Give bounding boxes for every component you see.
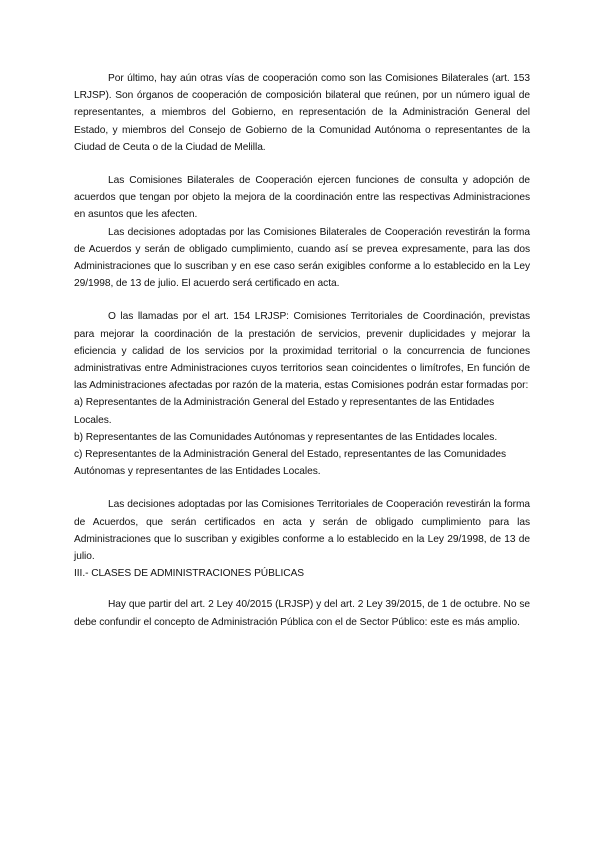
paragraph-decisiones-bilaterales: Las decisiones adoptadas por las Comisiones Bilaterales de Cooperación revestirán la forma de Acuerdos y serán de obligado cumplimiento, cuando así se prevea expresamente, para las dos Administraciones que lo suscriban y en ese caso serán exigibles conforme a lo establecido en la Ley 29/1998, de 13 de julio. El acuerdo será certificado en acta. [74,226,530,290]
paragraph-funciones-bilaterales: Las Comisiones Bilaterales de Cooperación ejercen funciones de consulta y adopción de acuerdos que tengan por objeto la mejora de la coordinación entre las respectivas Administraciones en asuntos que les afecten. [74,175,530,221]
paragraph-clases-administraciones: Hay que partir del art. 2 Ley 40/2015 (LRJSP) y del art. 2 Ley 39/2015, de 1 de octubre. No se debe confundir el concepto de Administración Pública con el de Sector Público: este es más amplio. [74,599,530,628]
list-item-c: c) Representantes de la Administración General del Estado, representantes de las Comunidades Autónomas y representantes de las Entidades Locales. [74,449,507,478]
paragraph-comisiones-territoriales: O las llamadas por el art. 154 LRJSP: Comisiones Territoriales de Coordinación, previstas para mejorar la coordinación de la prestación de servicios, prevenir duplicidades y mejorar la eficiencia y calidad de los servicios por la proximidad territorial o la concurrencia de funciones administrativas entre Administraciones cuyos territorios sean coincidentes o limítrofes, En función de las Administraciones afectadas por razón de la materia, estas Comisiones podrán estar formadas por: [74,311,530,392]
paragraph-comisiones-bilaterales: Por último, hay aún otras vías de cooperación como son las Comisiones Bilaterales (art. 153 LRJSP). Son órganos de cooperación de composición bilateral que reúnen, por un número igual de representantes, a miembros del Gobierno, en representación de la Administración General del Estado, y miembros del Consejo de Gobierno de la Comunidad Autónoma o representantes de la Ciudad de Ceuta o de la Ciudad de Melilla. [74,73,530,153]
list-item-a: a) Representantes de la Administración General del Estado y representantes de las Entidades Locales. [74,397,495,426]
paragraph-decisiones-territoriales: Las decisiones adoptadas por las Comisiones Territoriales de Cooperación revestirán la forma de Acuerdos, que serán certificados en acta y serán de obligado cumplimiento para las Administraciones que lo suscriban y exigibles conforme a lo establecido en la Ley 29/1998, de 13 de julio. [74,499,530,563]
list-item-b: b) Representantes de las Comunidades Autónomas y representantes de las Entidades locales. [74,431,498,443]
section-heading: III.- CLASES DE ADMINISTRACIONES PÚBLICAS [74,568,305,580]
document-page [74,70,530,631]
